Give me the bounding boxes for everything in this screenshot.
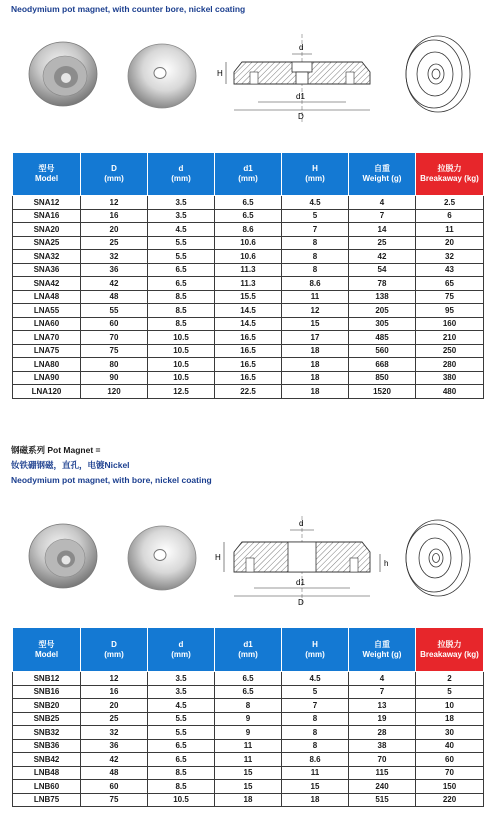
value-cell: 2.5 [416, 196, 484, 210]
value-cell: 42 [81, 277, 148, 291]
value-cell: 8 [282, 263, 349, 277]
pot-magnet-photo-front [29, 42, 97, 106]
value-cell: 850 [349, 371, 416, 385]
value-cell: 25 [81, 236, 148, 250]
value-cell: 36 [81, 263, 148, 277]
value-cell: 16 [81, 685, 148, 699]
value-cell: 7 [282, 223, 349, 237]
model-cell: LNA75 [13, 344, 81, 358]
table-row [13, 344, 484, 358]
value-cell: 11 [215, 753, 282, 767]
value-cell: 16.5 [215, 371, 282, 385]
value-cell: 15 [215, 780, 282, 794]
value-cell: 16.5 [215, 331, 282, 345]
value-cell: 13 [349, 699, 416, 713]
value-cell: 2 [416, 672, 484, 686]
col-header-weight: 自重 Weight (g) [349, 153, 416, 196]
table-row [13, 739, 484, 753]
value-cell: 10.5 [148, 331, 215, 345]
dim-label-d1: d1 [296, 92, 305, 101]
value-cell: 4.5 [282, 672, 349, 686]
section1-product-images [20, 28, 480, 130]
value-cell: 480 [416, 385, 484, 399]
col-header-breakaway: 拉脱力 Breakaway (kg) [416, 153, 484, 196]
value-cell: 10.5 [148, 358, 215, 372]
value-cell: 3.5 [148, 196, 215, 210]
value-cell: 380 [416, 371, 484, 385]
section2-subheading: 钕铁硼钢磁，直孔，电镀Nickel [11, 460, 130, 470]
value-cell: 6.5 [215, 685, 282, 699]
value-cell: 90 [81, 371, 148, 385]
value-cell: 210 [416, 331, 484, 345]
value-cell: 560 [349, 344, 416, 358]
value-cell: 75 [81, 344, 148, 358]
value-cell: 16.5 [215, 344, 282, 358]
value-cell: 8 [282, 712, 349, 726]
model-cell: SNB32 [13, 726, 81, 740]
value-cell: 48 [81, 766, 148, 780]
value-cell: 5 [416, 685, 484, 699]
value-cell: 1520 [349, 385, 416, 399]
dim-label-h: H [217, 69, 223, 78]
value-cell: 14.5 [215, 317, 282, 331]
model-cell: LNB48 [13, 766, 81, 780]
col-header-weight: 自重 Weight (g) [349, 628, 416, 672]
value-cell: 240 [349, 780, 416, 794]
model-cell: LNB60 [13, 780, 81, 794]
table-row [13, 263, 484, 277]
value-cell: 12 [282, 304, 349, 318]
col-header-d1: d1 (mm) [215, 628, 282, 672]
value-cell: 48 [81, 290, 148, 304]
value-cell: 8 [215, 699, 282, 713]
section2-product-images [20, 510, 480, 612]
value-cell: 8.5 [148, 317, 215, 331]
value-cell: 11.3 [215, 277, 282, 291]
value-cell: 65 [416, 277, 484, 291]
value-cell: 17 [282, 331, 349, 345]
model-cell: SNB20 [13, 699, 81, 713]
table-row [13, 236, 484, 250]
col-header-D: D (mm) [81, 153, 148, 196]
value-cell: 80 [81, 358, 148, 372]
table-row [13, 223, 484, 237]
value-cell: 54 [349, 263, 416, 277]
model-cell: SNA16 [13, 209, 81, 223]
value-cell: 6.5 [148, 263, 215, 277]
value-cell: 55 [81, 304, 148, 318]
table-row [13, 780, 484, 794]
value-cell: 8.6 [282, 277, 349, 291]
model-cell: LNA70 [13, 331, 81, 345]
col-header-D: D (mm) [81, 628, 148, 672]
dim-label-D: D [298, 598, 304, 607]
value-cell: 4.5 [148, 223, 215, 237]
value-cell: 70 [81, 331, 148, 345]
table-row [13, 331, 484, 345]
value-cell: 668 [349, 358, 416, 372]
value-cell: 32 [81, 250, 148, 264]
value-cell: 95 [416, 304, 484, 318]
table-row [13, 358, 484, 372]
value-cell: 5.5 [148, 236, 215, 250]
table-row [13, 385, 484, 399]
value-cell: 205 [349, 304, 416, 318]
value-cell: 6.5 [215, 209, 282, 223]
section1-title: Neodymium pot magnet, with counter bore, nickel coating [11, 4, 246, 14]
model-cell: LNA90 [13, 371, 81, 385]
value-cell: 18 [416, 712, 484, 726]
dim-label-d: d [299, 43, 304, 52]
value-cell: 5 [282, 209, 349, 223]
col-header-d: d (mm) [148, 153, 215, 196]
value-cell: 22.5 [215, 385, 282, 399]
value-cell: 15 [282, 780, 349, 794]
value-cell: 10.5 [148, 344, 215, 358]
table-row [13, 699, 484, 713]
value-cell: 10.6 [215, 236, 282, 250]
value-cell: 18 [282, 385, 349, 399]
value-cell: 70 [349, 753, 416, 767]
model-cell: SNB36 [13, 739, 81, 753]
value-cell: 42 [349, 250, 416, 264]
table-row [13, 277, 484, 291]
value-cell: 60 [416, 753, 484, 767]
table-row [13, 304, 484, 318]
value-cell: 3.5 [148, 209, 215, 223]
value-cell: 36 [81, 739, 148, 753]
value-cell: 138 [349, 290, 416, 304]
section2-heading: 钢磁系列 Pot Magnet = [11, 445, 101, 455]
model-cell: SNA32 [13, 250, 81, 264]
model-cell: SNB12 [13, 672, 81, 686]
model-cell: SNB25 [13, 712, 81, 726]
col-header-H: H (mm) [282, 153, 349, 196]
value-cell: 9 [215, 726, 282, 740]
value-cell: 42 [81, 753, 148, 767]
value-cell: 11 [416, 223, 484, 237]
value-cell: 25 [349, 236, 416, 250]
value-cell: 40 [416, 739, 484, 753]
value-cell: 8 [282, 250, 349, 264]
value-cell: 7 [349, 685, 416, 699]
dim-label-d: d [299, 519, 304, 528]
value-cell: 120 [81, 385, 148, 399]
value-cell: 6.5 [148, 739, 215, 753]
value-cell: 70 [416, 766, 484, 780]
value-cell: 8.6 [215, 223, 282, 237]
col-header-H: H (mm) [282, 628, 349, 672]
model-cell: SNA12 [13, 196, 81, 210]
value-cell: 4 [349, 196, 416, 210]
value-cell: 8.5 [148, 780, 215, 794]
counterbore-technical-drawing [217, 34, 370, 124]
table-row [13, 290, 484, 304]
value-cell: 8.5 [148, 766, 215, 780]
pot-magnet-line-art [406, 520, 470, 596]
pot-magnet-photo-back [128, 526, 196, 590]
value-cell: 6.5 [215, 196, 282, 210]
value-cell: 4.5 [148, 699, 215, 713]
table-row [13, 196, 484, 210]
value-cell: 280 [416, 358, 484, 372]
value-cell: 10 [416, 699, 484, 713]
value-cell: 10.6 [215, 250, 282, 264]
value-cell: 150 [416, 780, 484, 794]
value-cell: 12.5 [148, 385, 215, 399]
col-header-d: d (mm) [148, 628, 215, 672]
table-row [13, 371, 484, 385]
value-cell: 8 [282, 739, 349, 753]
value-cell: 4.5 [282, 196, 349, 210]
model-cell: SNB16 [13, 685, 81, 699]
value-cell: 78 [349, 277, 416, 291]
table-row [13, 672, 484, 686]
value-cell: 18 [282, 358, 349, 372]
value-cell: 18 [215, 793, 282, 807]
model-cell: SNA20 [13, 223, 81, 237]
model-cell: LNA80 [13, 358, 81, 372]
value-cell: 305 [349, 317, 416, 331]
dim-label-h: h [384, 559, 389, 568]
value-cell: 3.5 [148, 672, 215, 686]
col-header-model: 型号 Model [13, 628, 81, 672]
value-cell: 6.5 [148, 277, 215, 291]
value-cell: 6.5 [215, 672, 282, 686]
value-cell: 14.5 [215, 304, 282, 318]
value-cell: 14 [349, 223, 416, 237]
value-cell: 12 [81, 672, 148, 686]
value-cell: 7 [349, 209, 416, 223]
table-header-row [13, 153, 484, 196]
value-cell: 25 [81, 712, 148, 726]
value-cell: 43 [416, 263, 484, 277]
col-header-breakaway: 拉脱力 Breakaway (kg) [416, 628, 484, 672]
value-cell: 7 [282, 699, 349, 713]
dim-label-d1: d1 [296, 578, 305, 587]
value-cell: 8.6 [282, 753, 349, 767]
value-cell: 11 [282, 766, 349, 780]
value-cell: 20 [81, 699, 148, 713]
value-cell: 32 [416, 250, 484, 264]
value-cell: 38 [349, 739, 416, 753]
value-cell: 18 [282, 344, 349, 358]
model-cell: SNA42 [13, 277, 81, 291]
value-cell: 18 [282, 371, 349, 385]
value-cell: 16 [81, 209, 148, 223]
table-row [13, 712, 484, 726]
col-header-model: 型号 Model [13, 153, 81, 196]
section2-title: Neodymium pot magnet, with bore, nickel coating [11, 475, 212, 485]
value-cell: 4 [349, 672, 416, 686]
model-cell: LNB75 [13, 793, 81, 807]
value-cell: 8.5 [148, 290, 215, 304]
value-cell: 160 [416, 317, 484, 331]
value-cell: 220 [416, 793, 484, 807]
table-row [13, 317, 484, 331]
value-cell: 6.5 [148, 753, 215, 767]
value-cell: 10.5 [148, 371, 215, 385]
table-row [13, 766, 484, 780]
model-cell: SNB42 [13, 753, 81, 767]
value-cell: 15 [215, 766, 282, 780]
table-row [13, 753, 484, 767]
value-cell: 20 [416, 236, 484, 250]
pot-magnet-photo-back [128, 44, 196, 108]
value-cell: 15.5 [215, 290, 282, 304]
value-cell: 5 [282, 685, 349, 699]
value-cell: 28 [349, 726, 416, 740]
value-cell: 75 [416, 290, 484, 304]
value-cell: 485 [349, 331, 416, 345]
value-cell: 115 [349, 766, 416, 780]
value-cell: 8.5 [148, 304, 215, 318]
value-cell: 75 [81, 793, 148, 807]
value-cell: 250 [416, 344, 484, 358]
table-row [13, 726, 484, 740]
value-cell: 11 [282, 290, 349, 304]
model-cell: LNA48 [13, 290, 81, 304]
pot-magnet-line-art [406, 36, 470, 112]
value-cell: 5.5 [148, 726, 215, 740]
model-cell: LNA55 [13, 304, 81, 318]
section1-spec-table [12, 152, 484, 399]
value-cell: 8 [282, 726, 349, 740]
value-cell: 10.5 [148, 793, 215, 807]
value-cell: 60 [81, 317, 148, 331]
bore-technical-drawing [215, 516, 388, 607]
value-cell: 6 [416, 209, 484, 223]
model-cell: SNA25 [13, 236, 81, 250]
dim-label-H: H [215, 553, 221, 562]
value-cell: 20 [81, 223, 148, 237]
value-cell: 5.5 [148, 250, 215, 264]
table-row [13, 685, 484, 699]
table-row [13, 793, 484, 807]
value-cell: 19 [349, 712, 416, 726]
section2-spec-table [12, 627, 484, 807]
value-cell: 30 [416, 726, 484, 740]
model-cell: LNA120 [13, 385, 81, 399]
value-cell: 60 [81, 780, 148, 794]
value-cell: 16.5 [215, 358, 282, 372]
model-cell: LNA60 [13, 317, 81, 331]
value-cell: 18 [282, 793, 349, 807]
table-row [13, 209, 484, 223]
table-header-row [13, 628, 484, 672]
pot-magnet-photo-front [29, 524, 97, 588]
model-cell: SNA36 [13, 263, 81, 277]
value-cell: 11.3 [215, 263, 282, 277]
table-row [13, 250, 484, 264]
value-cell: 32 [81, 726, 148, 740]
dim-label-D: D [298, 112, 304, 121]
value-cell: 9 [215, 712, 282, 726]
value-cell: 5.5 [148, 712, 215, 726]
value-cell: 515 [349, 793, 416, 807]
value-cell: 12 [81, 196, 148, 210]
value-cell: 11 [215, 739, 282, 753]
value-cell: 3.5 [148, 685, 215, 699]
col-header-d1: d1 (mm) [215, 153, 282, 196]
value-cell: 8 [282, 236, 349, 250]
value-cell: 15 [282, 317, 349, 331]
